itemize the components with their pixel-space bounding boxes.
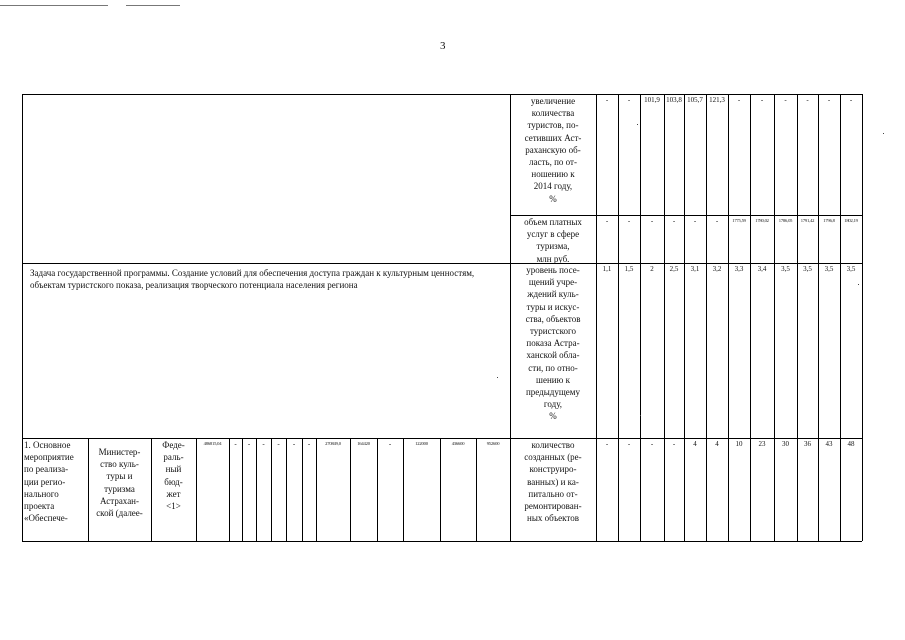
- value-cell: 1791,42: [800, 218, 815, 223]
- text-line: туризма,: [536, 241, 570, 252]
- text-line: питально от-: [528, 488, 578, 499]
- value-cell: 1780,02: [755, 218, 769, 223]
- text-line: ванных) и ка-: [527, 476, 579, 487]
- finance-cell: 122000: [415, 441, 428, 446]
- finance-cell: -: [262, 440, 265, 448]
- table-vertical-rule: [862, 94, 863, 541]
- value-cell: 1786,05: [778, 218, 793, 223]
- text-line: Астрахан-: [100, 495, 139, 506]
- text-line: туризма: [104, 483, 135, 494]
- scan-speck: [637, 124, 638, 125]
- table-vertical-rule: [750, 94, 751, 541]
- table-vertical-rule: [797, 94, 798, 541]
- value-cell: -: [605, 96, 609, 104]
- text-line: 1. Основное: [24, 440, 71, 450]
- indicator-visit-level: [510, 263, 596, 438]
- table-vertical-rule: [476, 438, 477, 541]
- scan-speck: [858, 284, 859, 285]
- value-cell: 3,1: [690, 265, 700, 273]
- finance-cell: -: [307, 440, 311, 448]
- value-cell: 1,5: [624, 265, 634, 273]
- finance-cell: 270849,0: [325, 441, 341, 446]
- value-cell: 23: [758, 440, 766, 448]
- finance-cell: -: [234, 440, 237, 448]
- value-cell: 2: [650, 265, 654, 273]
- text-line: сти, по отно-: [528, 362, 578, 373]
- page-number: 3: [440, 40, 446, 52]
- finance-cell: 486815,04: [203, 441, 222, 446]
- value-cell: 3,4: [757, 265, 767, 273]
- text-line: раханскую об-: [525, 144, 581, 155]
- text-line: ный: [165, 464, 182, 475]
- table-vertical-rule: [664, 94, 665, 541]
- value-cell: 3,5: [803, 265, 812, 273]
- finance-cell: -: [277, 440, 280, 448]
- value-cell: -: [784, 96, 787, 104]
- table-vertical-rule: [774, 94, 775, 541]
- text-line: уровень посе-: [526, 265, 580, 275]
- value-cell: -: [605, 217, 609, 225]
- table-vertical-rule: [706, 94, 707, 541]
- table-vertical-rule: [350, 438, 351, 541]
- text-line: увеличение: [530, 96, 576, 106]
- text-line: %: [549, 193, 557, 204]
- table-vertical-rule: [256, 438, 257, 541]
- value-cell: -: [806, 96, 809, 104]
- value-cell: 1802,19: [844, 218, 858, 223]
- indicator-paid-services: [510, 215, 596, 263]
- value-cell: -: [760, 96, 764, 104]
- text-line: услуг в сфере: [526, 229, 580, 240]
- table-vertical-rule: [728, 94, 729, 541]
- table-vertical-rule: [302, 438, 303, 541]
- value-cell: -: [605, 440, 609, 448]
- finance-cell: -: [292, 440, 296, 448]
- table-vertical-rule: [840, 94, 841, 541]
- text-line: млн руб.: [536, 253, 570, 263]
- finance-cell: 952600: [486, 441, 500, 446]
- table-vertical-rule: [618, 94, 619, 541]
- table-vertical-rule: [229, 438, 230, 541]
- text-line: показа Астра-: [526, 338, 580, 349]
- value-cell: -: [827, 96, 831, 104]
- text-line: количество: [531, 440, 575, 450]
- table-vertical-rule: [440, 438, 441, 541]
- executor-name: [88, 440, 151, 541]
- value-cell: 3,5: [781, 265, 790, 273]
- text-line: %: [549, 411, 557, 422]
- indicator-objects-count: [510, 438, 596, 541]
- value-cell: 4: [715, 440, 719, 448]
- text-line: ношению к: [531, 169, 575, 180]
- text-line: проекта: [24, 501, 55, 512]
- value-cell: 1775,59: [732, 218, 746, 223]
- text-line: <1>: [166, 501, 181, 512]
- table-horizontal-rule: [22, 541, 862, 542]
- table-vertical-rule: [403, 438, 404, 541]
- text-line: конструиро-: [529, 464, 577, 475]
- value-cell: -: [849, 96, 853, 104]
- text-line: туры и искус-: [526, 301, 580, 312]
- value-cell: -: [627, 96, 631, 104]
- value-cell: -: [627, 440, 631, 448]
- text-line: ции регио-: [24, 476, 66, 487]
- finance-cell: -: [388, 440, 392, 448]
- value-cell: 1,1: [602, 265, 612, 273]
- value-cell: 3,3: [734, 265, 744, 273]
- table-vertical-rule: [596, 94, 597, 541]
- text-line: ных объектов: [527, 513, 579, 524]
- value-cell: 36: [804, 440, 811, 448]
- text-line: туристов, по-: [527, 120, 579, 131]
- value-cell: -: [672, 440, 676, 448]
- value-cell: 3,5: [824, 265, 834, 273]
- text-line: ласть, по от-: [529, 157, 577, 168]
- text-line: раль-: [163, 452, 184, 463]
- finance-cell: -: [247, 440, 251, 448]
- scan-speck: [883, 133, 884, 134]
- text-line: году,: [543, 399, 563, 410]
- indicator-tourist-growth: [510, 94, 596, 215]
- table-vertical-rule: [684, 94, 685, 541]
- scan-speck: [640, 415, 641, 416]
- value-cell: 10: [735, 440, 743, 448]
- value-cell: 3,2: [712, 265, 722, 273]
- table-vertical-rule: [196, 438, 197, 541]
- value-cell: -: [672, 217, 676, 225]
- table-vertical-rule: [640, 94, 641, 541]
- text-line: Министер-: [98, 447, 141, 457]
- finance-cell: 164420: [357, 441, 370, 446]
- text-line: туры и: [106, 471, 133, 482]
- value-cell: 105,7: [687, 96, 703, 104]
- value-cell: -: [650, 440, 654, 448]
- value-cell: 43: [825, 440, 833, 448]
- table-vertical-rule: [242, 438, 243, 541]
- text-line: жет: [166, 488, 181, 499]
- text-line: «Обеспече-: [24, 513, 68, 524]
- scan-artifact-line: [0, 5, 180, 6]
- table-vertical-rule: [271, 438, 272, 541]
- value-cell: 2,5: [669, 265, 679, 273]
- value-cell: 4: [693, 440, 697, 448]
- text-line: ства, объектов: [525, 313, 581, 324]
- value-cell: -: [737, 96, 741, 104]
- activity-name: [22, 438, 88, 541]
- value-cell: 1796,8: [823, 218, 835, 223]
- text-line: ство куль-: [100, 459, 139, 470]
- text-line: ремонтирован-: [524, 501, 582, 512]
- value-cell: -: [715, 217, 719, 225]
- text-line: ской (далее-: [96, 508, 143, 519]
- text-line: туристского: [529, 326, 577, 337]
- value-cell: -: [627, 217, 631, 225]
- text-line: шению к: [536, 374, 570, 385]
- value-cell: 30: [782, 440, 789, 448]
- text-line: ханской обла-: [526, 350, 580, 361]
- funding-source: [151, 438, 196, 541]
- value-cell: -: [693, 217, 697, 225]
- value-cell: -: [650, 217, 654, 225]
- text-line: нального: [24, 488, 59, 499]
- text-line: по реализа-: [24, 464, 69, 475]
- value-cell: 3,5: [846, 265, 856, 273]
- text-line: бюд-: [164, 476, 183, 487]
- value-cell: 103,8: [666, 96, 682, 104]
- table-vertical-rule: [377, 438, 378, 541]
- table-vertical-rule: [286, 438, 287, 541]
- table-vertical-rule: [818, 94, 819, 541]
- value-cell: 101,9: [644, 96, 660, 104]
- value-cell: 48: [847, 440, 855, 448]
- text-line: ждений куль-: [527, 289, 579, 300]
- finance-cell: 436600: [451, 441, 465, 446]
- table-vertical-rule: [316, 438, 317, 541]
- text-line: Феде-: [162, 440, 185, 450]
- text-line: количества: [531, 108, 575, 119]
- text-line: объем платных: [524, 217, 582, 227]
- program-table: [22, 94, 862, 541]
- text-line: предыдущему: [525, 387, 581, 398]
- text-line: щений учре-: [528, 277, 578, 288]
- text-line: сетивших Аст-: [524, 132, 582, 143]
- text-line: созданных (ре-: [524, 452, 582, 463]
- scan-speck: [497, 377, 498, 378]
- text-line: мероприятие: [24, 452, 74, 463]
- value-cell: 121,3: [709, 96, 725, 104]
- task-description: Задача государственной программы. Создание условий для обеспечения доступа граждан к культурным ценностям, объектам туристского показа, реализация творческого потенциала населения региона: [30, 268, 475, 290]
- text-line: 2014 году,: [533, 181, 573, 192]
